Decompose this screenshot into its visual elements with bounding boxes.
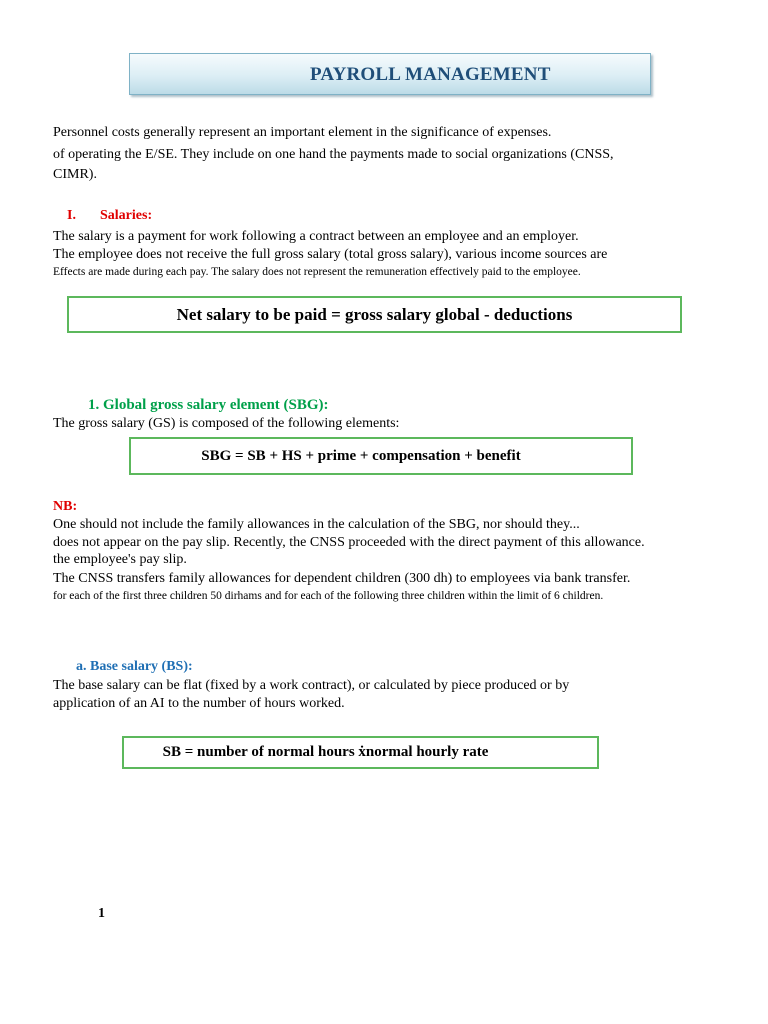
nb-line-2: does not appear on the pay slip. Recently, the CNSS proceeded with the direct payment of this allowance. — [53, 535, 645, 550]
bs-line-2: application of an AI to the number of hours worked. — [53, 696, 345, 711]
sb-formula-box — [122, 736, 599, 769]
intro-line-1: Personnel costs generally represent an important element in the significance of expenses. — [53, 125, 552, 140]
net-salary-formula: Net salary to be paid = gross salary global - deductions — [176, 304, 573, 324]
salaries-line-3: Effects are made during each pay. The salary does not represent the remuneration effectively paid to the employee. — [53, 266, 581, 278]
salaries-line-1: The salary is a payment for work following a contract between an employee and an employer. — [53, 229, 579, 244]
nb-line-3: the employee's pay slip. — [53, 552, 187, 567]
title-box — [129, 53, 651, 95]
intro-line-2: of operating the E/SE. They include on one hand the payments made to social organizations (CNSS, — [53, 147, 614, 162]
section-number: I. — [67, 208, 76, 223]
page-title: PAYROLL MANAGEMENT — [310, 64, 551, 85]
subsection-title-sbg: 1. Global gross salary element (SBG): — [88, 397, 329, 413]
nb-line-1: One should not include the family allowances in the calculation of the SBG, nor should they... — [53, 517, 580, 532]
intro-line-3: CIMR). — [53, 167, 97, 182]
section-title: Salaries: — [100, 208, 153, 223]
nb-line-4: The CNSS transfers family allowances for dependent children (300 dh) to employees via bank transfer. — [53, 571, 631, 586]
salaries-line-2: The employee does not receive the full gross salary (total gross salary), various income sources are — [53, 247, 608, 262]
sb-formula: SB = number of normal hours ẋnormal hourly rate — [162, 744, 489, 760]
nb-label: NB: — [53, 499, 78, 514]
nb-line-5: for each of the first three children 50 dirhams and for each of the following three children within the limit of 6 children. — [53, 590, 604, 602]
sbg-formula-box — [129, 437, 633, 475]
bs-line-1: The base salary can be flat (fixed by a work contract), or calculated by piece produced or by — [53, 678, 570, 693]
page-number: 1 — [98, 906, 105, 921]
net-salary-formula-box — [67, 296, 682, 333]
subsection-title-bs: a. Base salary (BS): — [76, 659, 193, 674]
sbg-line-1: The gross salary (GS) is composed of the following elements: — [53, 416, 400, 431]
sbg-formula: SBG = SB + HS + prime + compensation + benefit — [201, 447, 521, 464]
